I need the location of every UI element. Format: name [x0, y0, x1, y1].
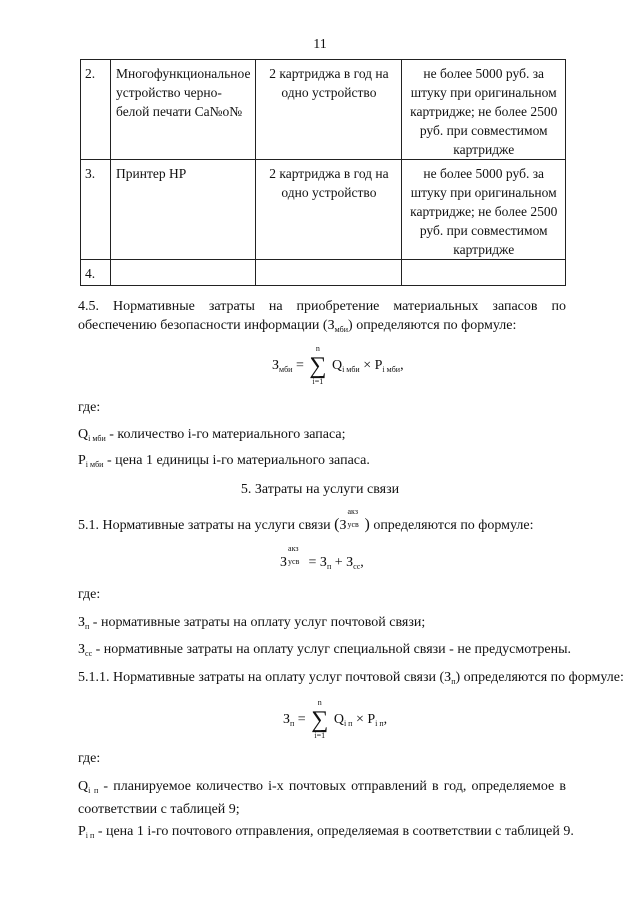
- where-label: где:: [78, 751, 101, 766]
- cartridge-norms-table: [80, 59, 566, 286]
- cartridge-price: не более 5000 руб. за штуку при оригинальном картридже; не более 2500 руб. при совместимом картридже: [402, 60, 566, 160]
- page-number: 11: [313, 37, 327, 52]
- cartridge-quantity: 2 картриджа в год на одно устройство: [256, 60, 402, 160]
- device-name: Принтер HP: [111, 160, 256, 260]
- cartridge-price: не более 5000 руб. за штуку при оригинальном картридже; не более 2500 руб. при совместимом картридже: [402, 160, 566, 260]
- cartridge-quantity: 2 картриджа в год на одно устройство: [256, 160, 402, 260]
- row-number: 4.: [81, 260, 111, 286]
- table-row: [81, 260, 566, 286]
- formula-zmbi: $З_{мби}$ = ∑ n i=1 $Q_{i мби} \times P_{i мби}$,: [272, 344, 404, 386]
- definition-p-mbi: $P_{i мби}$ - цена 1 единицы i-го материального запаса.: [78, 453, 370, 469]
- device-name: Многофункциональное устройство черно-белой печати Ca№o№: [111, 60, 256, 160]
- cartridge-quantity: [256, 260, 402, 286]
- formula-zusv: З акз усв = $З_п + З_{сс}$,: [280, 544, 364, 571]
- sum-symbol: ∑ n i=1: [311, 698, 329, 740]
- table-row: [81, 160, 566, 260]
- table-row: [81, 60, 566, 160]
- row-number: 3.: [81, 160, 111, 260]
- definition-q-p: $Q_{i п}$ - планируемое количество i-х почтовых отправлений в год, определяемое в соответствии с таблицей 9;: [78, 779, 566, 817]
- definition-q-mbi: $Q_{i мби}$ - количество i-го материального запаса;: [78, 427, 346, 443]
- paragraph-5-1: 5.1. Нормативные затраты на услуги связи (З акз усв ) определяются по формуле:: [78, 507, 534, 533]
- cartridge-price: [402, 260, 566, 286]
- device-name: [111, 260, 256, 286]
- definition-zp: $З_п$ - нормативные затраты на оплату услуг почтовой связи;: [78, 615, 426, 631]
- row-number: 2.: [81, 60, 111, 160]
- paragraph-4-5: 4.5. Нормативные затраты на приобретение материальных запасов по обеспечению безопасности информации $(З_{мби})$ определяются по формуле:: [78, 299, 566, 334]
- paragraph-5-1-1: 5.1.1. Нормативные затраты на оплату услуг почтовой связи $(З_п)$ определяются по формуле:: [78, 670, 624, 686]
- section-heading: 5. Затраты на услуги связи: [240, 482, 400, 497]
- formula-zp: $З_п$ = ∑ n i=1 $Q_{i п} \times P_{i п}$,: [283, 698, 388, 740]
- sum-symbol: ∑ n i=1: [309, 344, 327, 386]
- where-label: где:: [78, 400, 101, 415]
- definition-zss: $З_{сс}$ - нормативные затраты на оплату услуг специальной связи - не предусмотрены.: [78, 642, 571, 658]
- definition-p-p: $P_{i п}$ - цена 1 i-го почтового отправления, определяемая в соответствии с таблицей 9.: [78, 824, 574, 840]
- where-label: где:: [78, 587, 101, 602]
